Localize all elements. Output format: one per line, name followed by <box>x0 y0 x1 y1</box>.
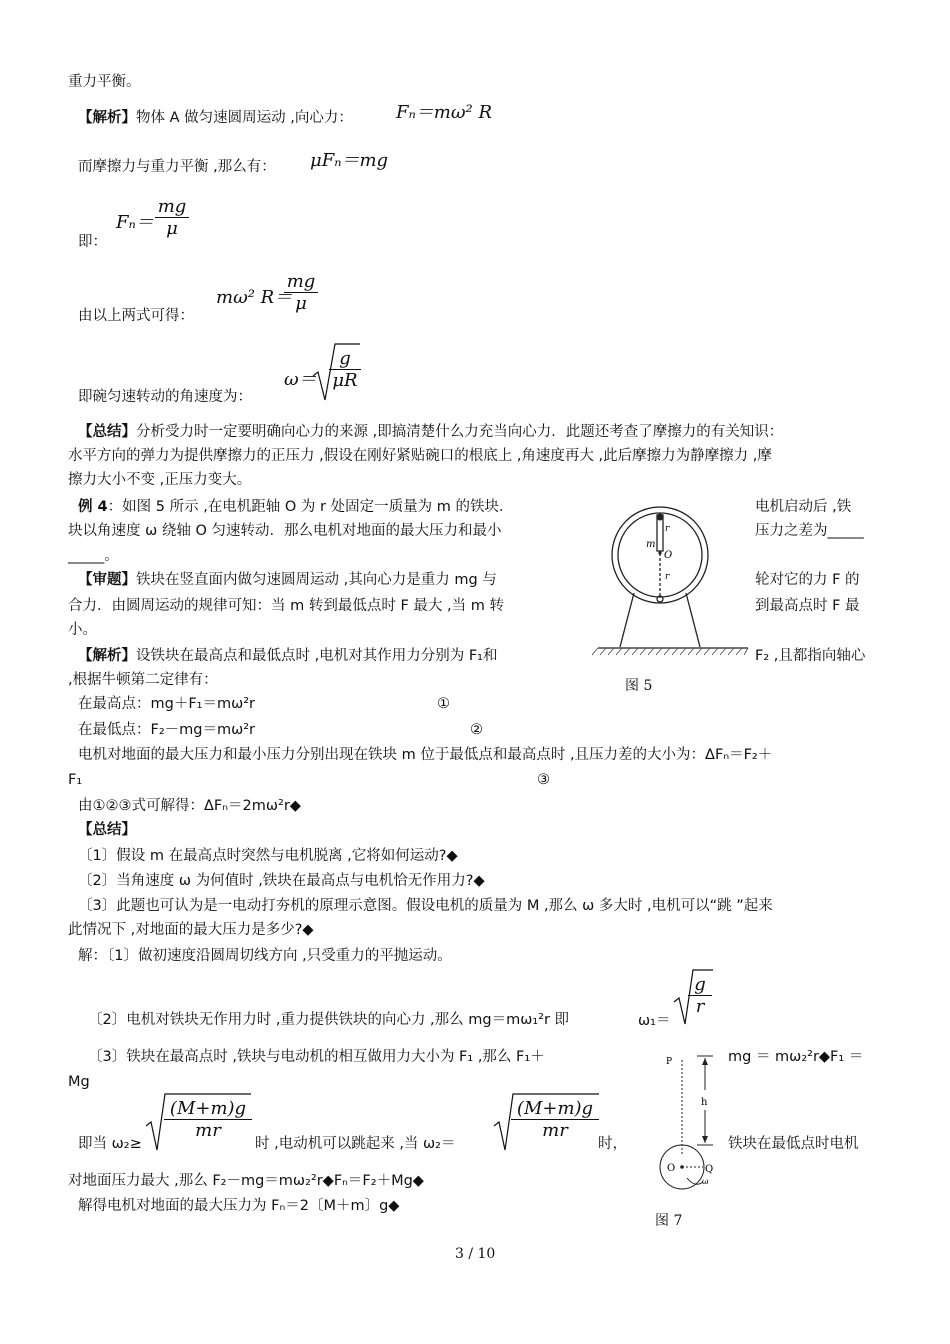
text-line <box>78 497 513 517</box>
numerator: (M+m)g <box>511 1098 599 1120</box>
equation-number: ② <box>470 722 483 738</box>
text-line: mg ＝ mω₂²r◆F₁ ＝ <box>728 1049 864 1065</box>
text-line: F₁ <box>68 772 83 788</box>
text-line: 〔2〕当角速度 ω 为何值时 ,铁块在最高点与电机恰无作用力?◆ <box>78 873 485 889</box>
denominator: mr <box>542 1120 568 1141</box>
axis-o <box>658 551 661 554</box>
center-o <box>680 1165 684 1169</box>
equation-number: ① <box>437 696 450 712</box>
text-line: 在最高点：mg＋F₁＝mω²r <box>78 696 256 712</box>
text-line: 此情况下 ,对地面的最大压力是多少?◆ <box>68 922 314 938</box>
formula-friction: μFₙ＝mg <box>310 150 389 171</box>
text-line: 〔2〕电机对铁块无作用力时 ,重力提供铁块的向心力 ,那么 mg＝mω₁²r 即 <box>88 1012 570 1028</box>
tag: 例 4 <box>78 499 108 515</box>
tag: 【解析】 <box>78 648 136 664</box>
text: 分析受力时一定要明确向心力的来源 ,即搞清楚什么力充当向心力．此题还考查了摩擦力的有关知识： <box>136 424 784 440</box>
text-line: ,根据牛顿第二定律有： <box>68 672 218 688</box>
fraction <box>688 974 712 1017</box>
text-line: 即当 ω₂≥ <box>78 1136 142 1152</box>
fraction <box>284 271 318 314</box>
right-leg <box>686 593 700 647</box>
fraction <box>155 196 189 239</box>
text: 铁块在竖直面内做匀速圆周运动 ,其向心力是重力 mg 与 <box>136 572 497 588</box>
label-q: Q <box>705 1164 714 1175</box>
text-line <box>78 646 497 666</box>
text-line: 重力平衡。 <box>68 74 141 90</box>
text-line: 电机启动后 ,铁 <box>755 499 852 515</box>
text-line: 〔3〕铁块在最高点时 ,铁块与电动机的相互做用力大小为 F₁ ,那么 F₁＋ <box>88 1049 545 1065</box>
text-line: 擦力大小不变 ,正压力变大。 <box>68 472 252 488</box>
page-number: 3 / 10 <box>455 1246 496 1262</box>
text-line: 对地面压力最大 ,那么 F₂－mg＝mω₂²r◆Fₙ＝F₂＋Mg◆ <box>68 1173 424 1189</box>
numerator: g <box>688 974 712 996</box>
text-line: _____。 <box>68 548 119 564</box>
tag: 【总结】 <box>78 424 136 440</box>
figure-7-rotation <box>655 1048 735 1198</box>
text-line: 水平方向的弹力为提供摩擦力的正压力 ,假设在刚好紧贴碗口的根底上 ,角速度再大 ,此后摩擦力为静摩擦力 ,摩 <box>68 448 772 464</box>
fraction <box>329 348 361 391</box>
text-line: 解得电机对地面的最大压力为 Fₙ＝2〔M＋m〕g◆ <box>78 1198 400 1214</box>
text-line: 块以角速度 ω 绕轴 O 匀速转动．那么电机对地面的最大压力和最小 <box>68 523 502 539</box>
label-o: O <box>664 550 673 561</box>
fraction <box>511 1098 599 1141</box>
text-line: 电机对地面的最大压力和最小压力分别出现在铁块 m 位于最低点和最高点时 ,且压力差的大小为：ΔFₙ＝F₂＋ <box>78 747 773 763</box>
fraction <box>164 1098 252 1141</box>
text-line: 而摩擦力与重力平衡 ,那么有： <box>78 159 276 175</box>
text-line: 由以上两式可得： <box>78 308 194 324</box>
text: ：如图 5 所示 ,在电机距轴 O 为 r 处固定一质量为 m 的铁块． <box>107 499 514 515</box>
figure-5-motor <box>598 505 748 660</box>
text-line <box>78 570 497 590</box>
denominator: μ <box>166 218 178 239</box>
figure-7-caption: 图 7 <box>655 1213 683 1229</box>
text-line: 到最高点时 F 最 <box>755 598 860 614</box>
tag: 【审题】 <box>78 572 136 588</box>
text-line <box>78 422 783 442</box>
text-line: 轮对它的力 F 的 <box>755 572 860 588</box>
formula-fn-lhs: Fₙ＝ <box>116 212 154 233</box>
text-line: 由①②③式可解得：ΔFₙ＝2mω²r◆ <box>78 798 301 814</box>
label-m: m <box>646 539 656 550</box>
label-omega: ω <box>702 1177 709 1186</box>
iron-block <box>657 514 664 521</box>
numerator: mg <box>284 271 318 293</box>
text-line: 小。 <box>68 622 97 638</box>
label-r-bottom: r <box>665 572 670 582</box>
text-line: 铁块在最低点时电机 <box>728 1136 859 1152</box>
left-leg <box>620 593 634 647</box>
text-line: 时 ,电动机可以跳起来 ,当 ω₂＝ <box>255 1136 456 1152</box>
text-line: 解：〔1〕做初速度沿圆周切线方向 ,只受重力的平抛运动。 <box>78 948 452 964</box>
text-line: 在最低点：F₂－mg＝mω²r <box>78 722 256 738</box>
label-o: O <box>667 1163 676 1174</box>
equation-number: ③ <box>537 772 550 788</box>
numerator: g <box>329 348 361 370</box>
figure-5-caption: 图 5 <box>625 678 653 694</box>
formula-centripetal: Fₙ＝mω² R <box>396 102 493 123</box>
label-h: h <box>701 1097 708 1108</box>
text-line: 〔1〕假设 m 在最高点时突然与电机脱离 ,它将如何运动?◆ <box>78 848 458 864</box>
denominator: μR <box>332 370 358 391</box>
denominator: mr <box>195 1120 221 1141</box>
numerator: (M+m)g <box>164 1098 252 1120</box>
arrow-head-up <box>702 1058 708 1065</box>
text-line: 即碗匀速转动的角速度为： <box>78 389 252 405</box>
tag: 【总结】 <box>78 822 136 838</box>
text: 物体 A 做匀速圆周运动 ,向心力： <box>136 110 353 126</box>
text-line: 〔3〕此题也可认为是一电动打夯机的原理示意图。假设电机的质量为 M ,那么 ω 多大时 ,电机可以“跳 ”起来 <box>78 898 773 914</box>
denominator: μ <box>295 293 307 314</box>
numerator: mg <box>155 196 189 218</box>
text-line: 时， <box>598 1136 627 1152</box>
text: 设铁块在最高点和最低点时 ,电机对其作用力分别为 F₁和 <box>136 648 498 664</box>
text-line: Mg <box>68 1074 90 1090</box>
text-line: 压力之差为_____ <box>755 523 864 539</box>
label-p: P <box>666 1057 673 1067</box>
label-r-top: r <box>665 524 670 534</box>
text-line: F₂ ,且都指向轴心 <box>755 648 866 664</box>
formula-combined-lhs: mω² R＝ <box>216 287 293 308</box>
denominator: r <box>695 996 705 1017</box>
tag: 【解析】 <box>78 110 136 126</box>
formula-omega-lhs: ω＝ <box>284 369 317 390</box>
text-line: ω₁＝ <box>638 1013 671 1029</box>
text-line: 即： <box>78 234 107 250</box>
text-line <box>78 108 353 128</box>
arrow-head-down <box>702 1136 708 1143</box>
text-line: 合力．由圆周运动的规律可知：当 m 转到最低点时 F 最大 ,当 m 转 <box>68 598 504 614</box>
